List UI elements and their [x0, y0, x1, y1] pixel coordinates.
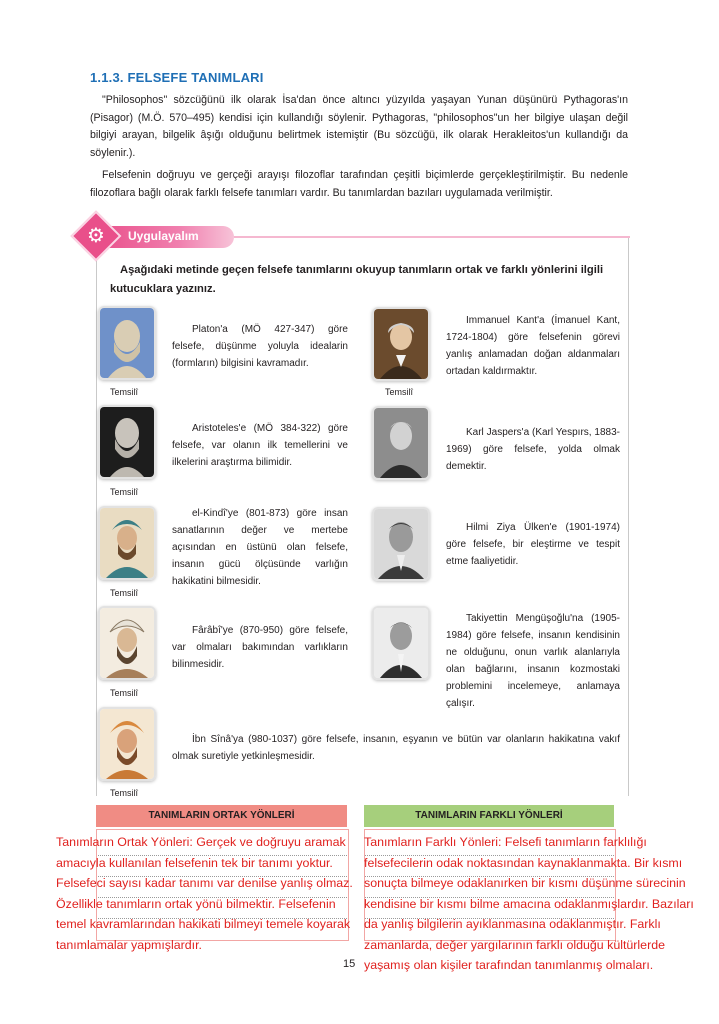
definition-kant: Immanuel Kant'a (İmanuel Kant, 1724-1804) göre felsefenin görevi yanlış anlamadan doğan aldanmaları ortadan kaldırmaktır.	[446, 315, 620, 377]
portrait-kant	[372, 307, 430, 381]
portrait-mengusoglu	[372, 606, 430, 680]
section-title: 1.1.3. FELSEFE TANIMLARI	[90, 70, 264, 85]
definition-platon: Platon'a (MÖ 427-347) göre felsefe, düşünme yoluyla idealarin (formların) bilgisini kavramadır.	[172, 324, 348, 369]
temsili-label: Temsilî	[385, 387, 414, 397]
activity-header-line	[234, 236, 630, 238]
mengusoglu-portrait-icon	[374, 608, 428, 678]
temsili-label: Temsilî	[110, 387, 139, 397]
temsili-label: Temsilî	[110, 688, 139, 698]
portrait-jaspers	[372, 406, 430, 480]
activity-instruction: Aşağıdaki metinde geçen felsefe tanımlarını okuyup tanımların ortak ve farklı yönlerini ilgili kutucuklara yazınız.	[110, 264, 604, 295]
page-number: 15	[343, 958, 356, 970]
el-kindi-portrait-icon	[100, 508, 154, 578]
portrait-platon	[98, 306, 156, 380]
platon-bust-icon	[100, 308, 154, 378]
definition-ulken: Hilmi Ziya Ülken'e (1901-1974) göre felsefe, bir eleştirme ve tespit etme faaliyetidir.	[446, 522, 620, 567]
aristoteles-bust-icon	[100, 407, 154, 477]
definition-jaspers: Karl Jaspers'a (Karl Yespırs, 1883-1969) göre felsefe, yolda olmak demektir.	[446, 427, 620, 472]
activity-label: Uygulayalım	[128, 229, 199, 243]
temsili-label: Temsilî	[110, 588, 139, 598]
kant-portrait-icon	[374, 309, 428, 379]
different-aspects-title: TANIMLARIN FARKLI YÖNLERİ	[364, 805, 614, 827]
portrait-farabi	[98, 606, 156, 680]
gear-icon: ⚙	[87, 225, 105, 247]
portrait-hilmi-ziya-ulken	[372, 507, 430, 581]
temsili-label: Temsilî	[110, 487, 139, 497]
portrait-ibn-sina	[98, 707, 156, 781]
intro-paragraph-2: Felsefenin doğruyu ve gerçeği arayışı filozoflar tarafından çeşitli biçimlerde gerçekleştirilmiştir. Bu nedenle filozoflara bağlı olarak farklı felsefe tanımları vardır. Bu tanımlardan bazıları uygulamada verilmiştir.	[90, 169, 628, 199]
ulken-portrait-icon	[374, 509, 428, 579]
definition-aristoteles: Aristoteles'e (MÖ 384-322) göre felsefe, var olanın ilk temellerini ve ilkelerini araştırma bilimidir.	[172, 423, 348, 468]
ibn-sina-portrait-icon	[100, 709, 154, 779]
definition-mengusoglu: Takiyettin Mengüşoğlu'na (1905-1984) göre felsefe, insanın kendisinin ne olduğunu, onun varlık alanlarıyla olan bağlarını, insanın kozmostaki problemini incelemeye, anlamaya çalışır.	[446, 613, 620, 709]
common-aspects-title: TANIMLARIN ORTAK YÖNLERİ	[96, 805, 347, 827]
intro-paragraph-1: "Philosophos" sözcüğünü ilk olarak İsa'dan önce altıncı yüzyılda yaşayan Yunan düşünürü Pythagoras'ın (Pisagor) (M.Ö. 570–495) kendisi için kullandığı söylenir. Pythagoras, "philosophos"un her bilgiye ulaşan değil bilgiyi arayan, bilgelik âşığı olduğunu belirtmek istemiştir (Bu sözcüğü, ilk olarak Herakleitos'un kullandığı da söylenir.).	[90, 94, 628, 159]
common-aspects-answer-text: Tanımların Ortak Yönleri: Gerçek ve doğruyu aramak amacıyla kullanılan felsefenin tek bir tanımı yoktur. Felsefeci sayısı kadar tanımı var denilse yanlış olmaz. Özellikle tanımların ortak yönü bilmektir. Felsefenin temel kavramlarından hakikati bilmeyi temele koyarak tanımlamalar yapmışlardır.	[56, 835, 353, 952]
portrait-el-kindi	[98, 506, 156, 580]
farabi-portrait-icon	[100, 608, 154, 678]
definition-el-kindi: el-Kindî'ye (801-873) göre insan sanatlarının değer ve mertebe açısından en üstünü olan felsefe, insanın gücü ölçüsünde varlığın hakikatini bilmesidir.	[172, 508, 348, 587]
definition-farabi: Fârâbî'ye (870-950) göre felsefe, var olmaları bakımından varlıkların bilinmesidir.	[172, 625, 348, 670]
different-aspects-answer-text: Tanımların Farklı Yönleri: Felsefi tanımların farklılığı felsefecilerin odak noktasından kaynaklanmakta. Bir kısmı sonuçta bilmeye odaklanırken bir kısmı düşünme sürecinin kendisine bir kısmı bilme amacına odaklanmışlardır. Bazıları da yanlış bilgilerin ayıklanmasına odaklanmıştır. Farklı zamanlarda, değer yargılarının farklı olduğu kültürlerde yaşamış olan kişiler tarafından tanımlanmış olmaları.	[364, 835, 694, 972]
jaspers-portrait-icon	[374, 408, 428, 478]
temsili-label: Temsilî	[110, 788, 139, 798]
portrait-aristoteles	[98, 405, 156, 479]
definition-ibn-sina: İbn Sînâ'ya (980-1037) göre felsefe, insanın, eşyanın ve bütün var olanların hakikatına vakıf olmak suretiyle yetkinleşmesidir.	[172, 734, 620, 762]
